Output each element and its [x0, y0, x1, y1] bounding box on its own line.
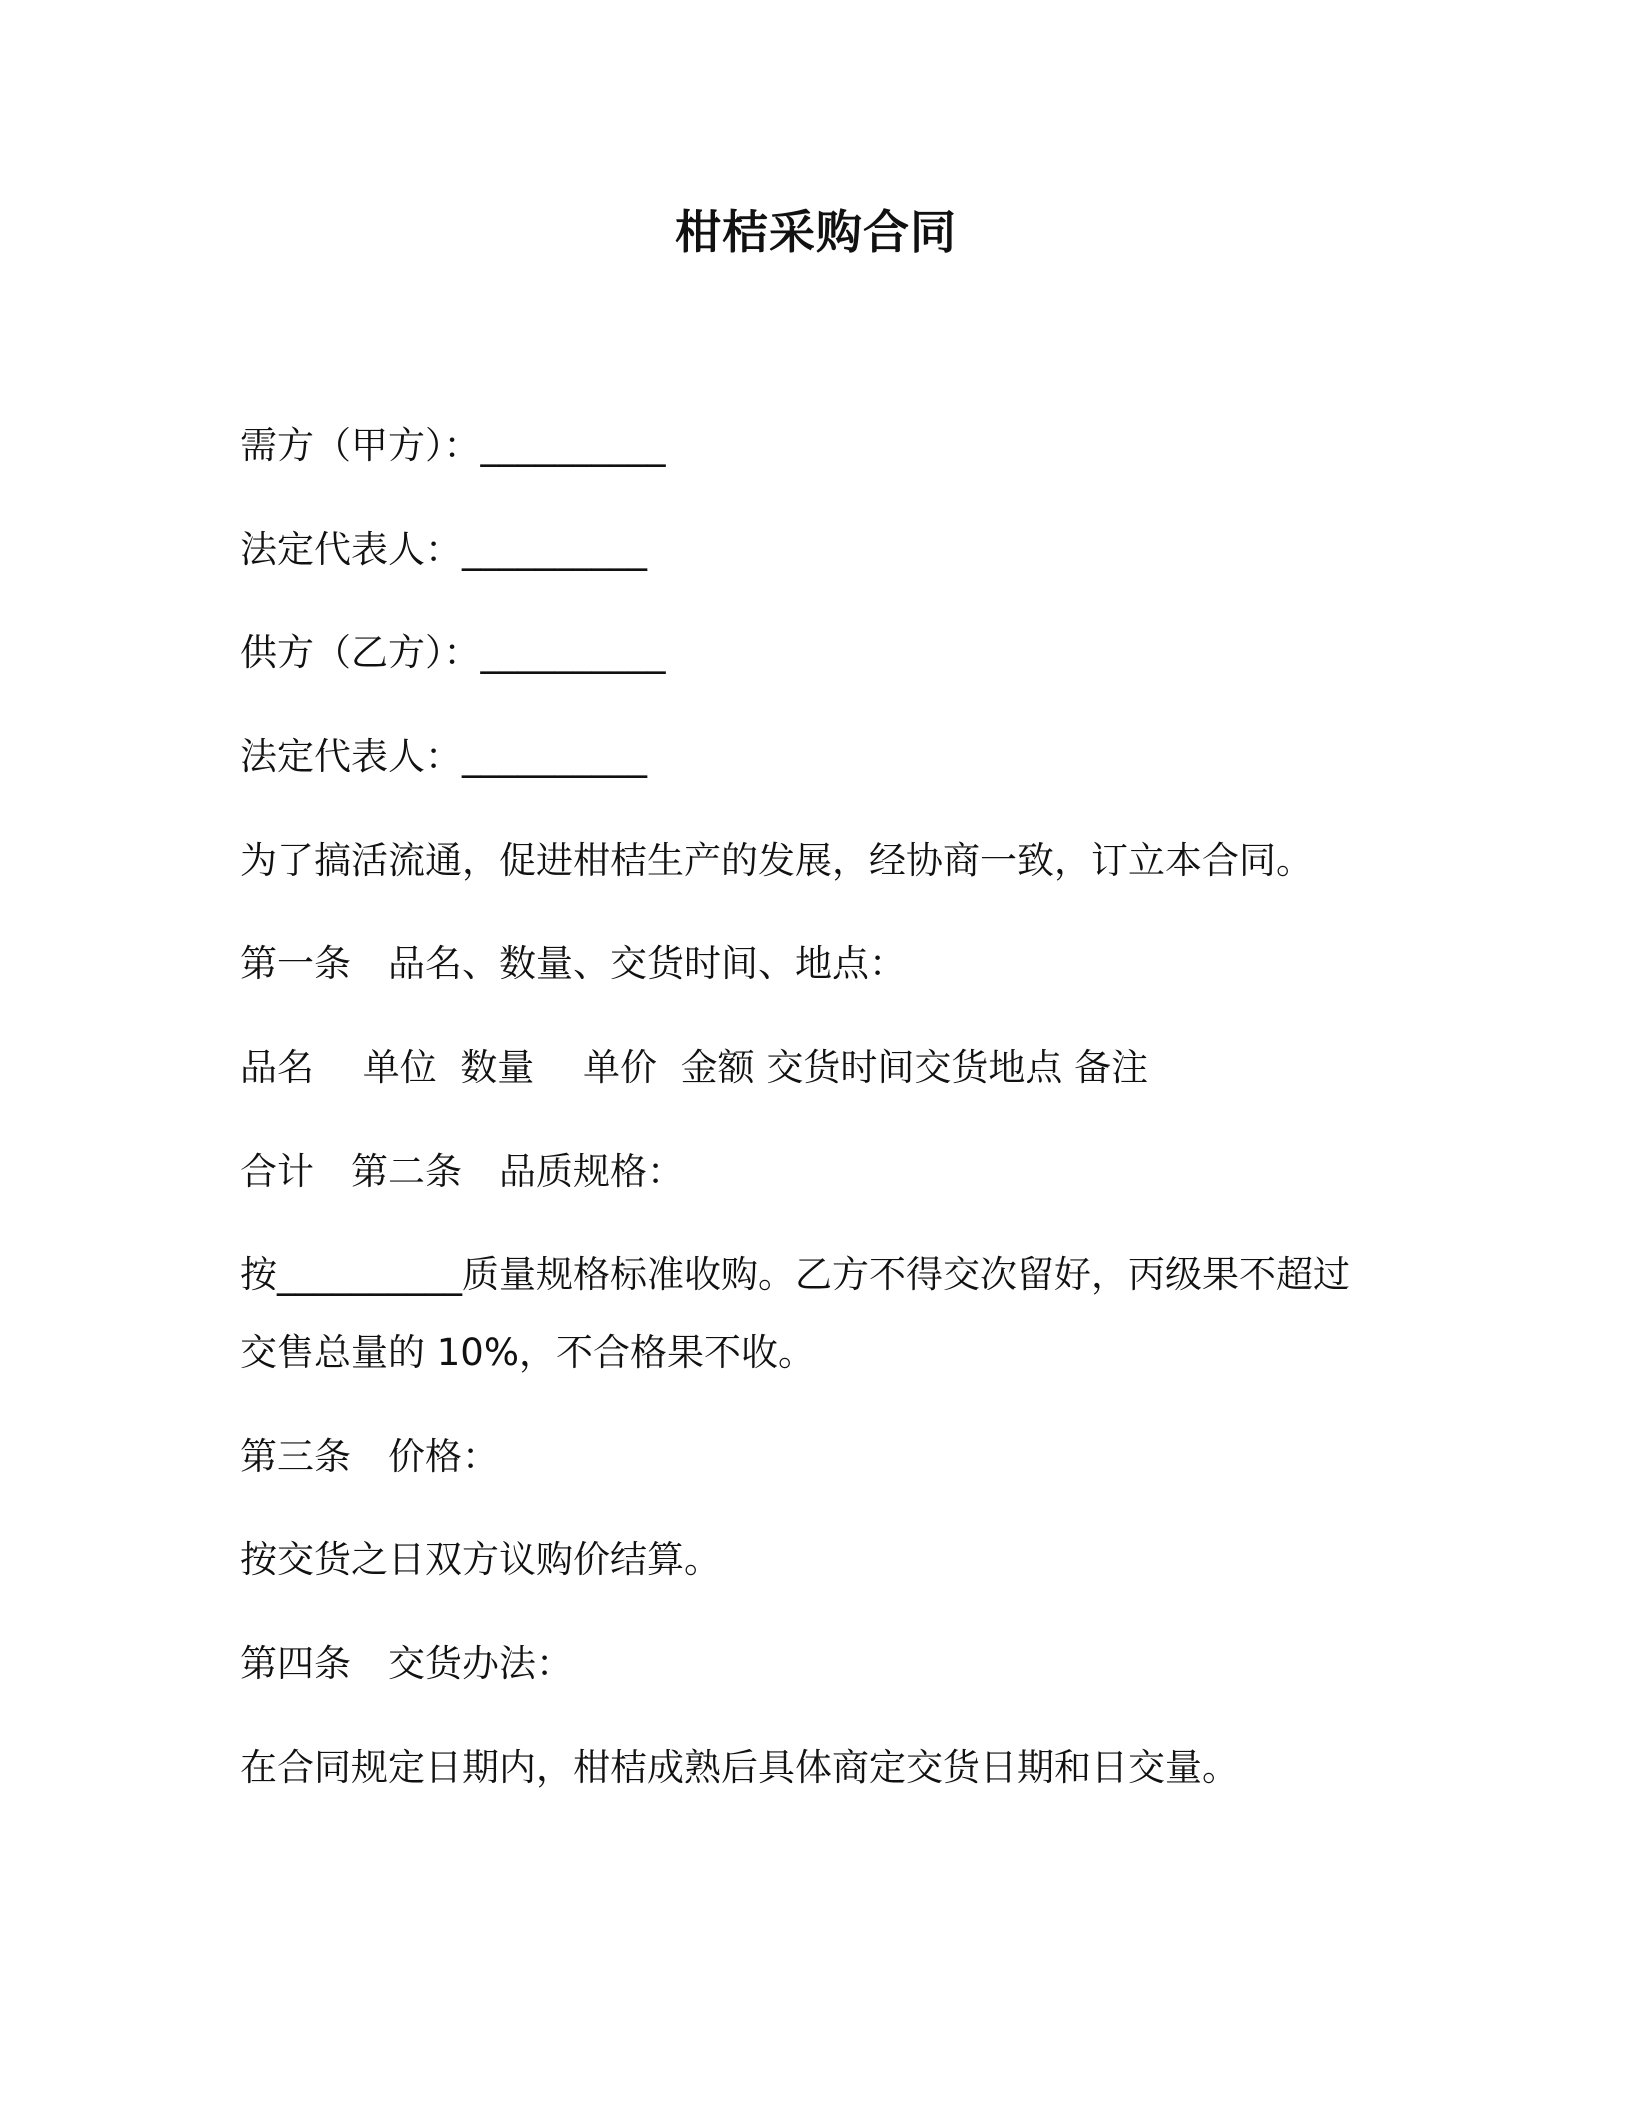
article-2-paragraph-line-1: 按__________质量规格标准收购。乙方不得交次留好，丙级果不超过: [240, 1253, 1350, 1296]
total-and-article-2-heading: 合计 第二条 品质规格：: [240, 1150, 684, 1193]
supplier-representative-line: 法定代表人：__________: [240, 735, 647, 778]
article-2-paragraph-line-2: 交售总量的 10%，不合格果不收。: [240, 1331, 815, 1374]
article-1-heading: 第一条 品名、数量、交货时间、地点：: [240, 942, 906, 985]
article-4-heading: 第四条 交货办法：: [240, 1642, 573, 1685]
buyer-representative-line: 法定代表人：__________: [240, 528, 647, 571]
buyer-party-line: 需方（甲方）：__________: [240, 424, 666, 467]
document-title: 柑桔采购合同: [675, 205, 957, 259]
article-4-paragraph: 在合同规定日期内，柑桔成熟后具体商定交货日期和日交量。: [240, 1746, 1239, 1789]
article-1-table-header: 品名 单位 数量 单价 金额 交货时间交货地点 备注: [240, 1046, 1149, 1089]
supplier-party-line: 供方（乙方）：__________: [240, 631, 666, 674]
article-3-paragraph: 按交货之日双方议购价结算。: [240, 1538, 721, 1581]
article-3-heading: 第三条 价格：: [240, 1435, 499, 1478]
preamble-paragraph: 为了搞活流通，促进柑桔生产的发展，经协商一致，订立本合同。: [240, 839, 1313, 882]
